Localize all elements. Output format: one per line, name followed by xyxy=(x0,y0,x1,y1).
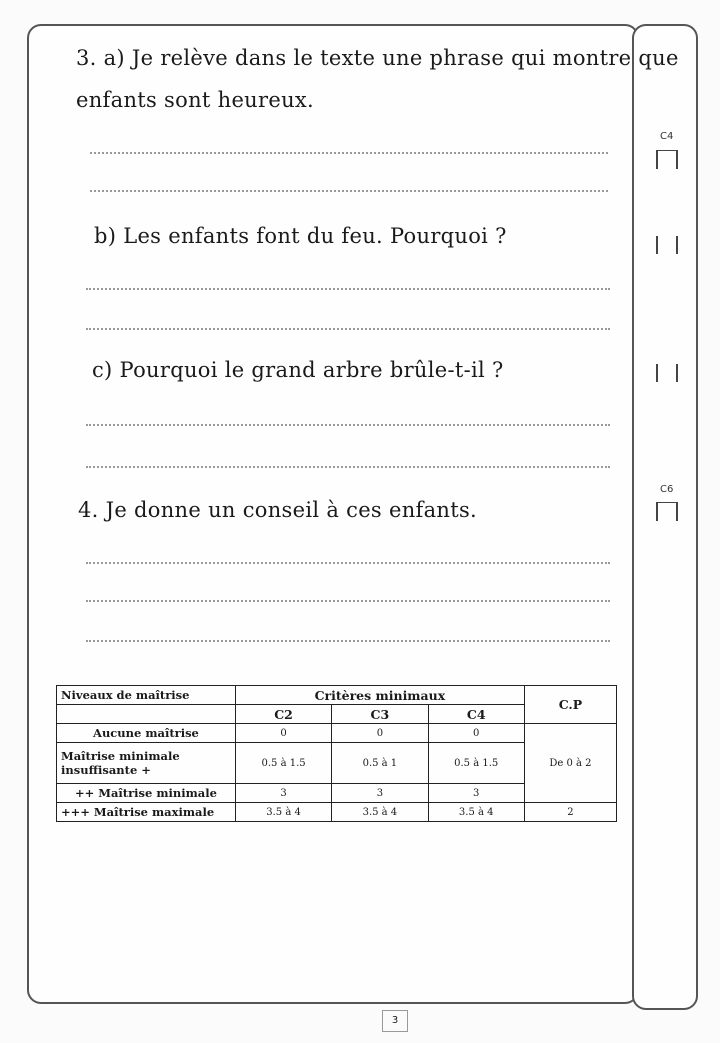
score-box[interactable] xyxy=(656,150,678,169)
header-cp: C.P xyxy=(524,686,616,724)
answer-line[interactable] xyxy=(90,152,608,154)
question-3a-line1: 3. a) Je relève dans le texte une phrase qui montre que xyxy=(76,46,679,70)
question-3a-line2: enfants sont heureux. xyxy=(76,88,315,112)
answer-line[interactable] xyxy=(86,600,610,602)
answer-line[interactable] xyxy=(86,424,610,426)
column-header: C3 xyxy=(332,705,428,724)
value-cell: 3 xyxy=(332,784,428,803)
question-3c: c) Pourquoi le grand arbre brûle-t-il ? xyxy=(92,358,504,382)
criterion-label-c4: C4 xyxy=(660,131,674,142)
question-3b: b) Les enfants font du feu. Pourquoi ? xyxy=(94,224,507,248)
answer-line[interactable] xyxy=(90,190,608,192)
score-box[interactable] xyxy=(656,502,678,521)
answer-line[interactable] xyxy=(86,466,610,468)
cp-range-cell: De 0 à 2 xyxy=(524,724,616,803)
value-cell: 0 xyxy=(332,724,428,743)
score-box[interactable] xyxy=(656,364,678,382)
answer-line[interactable] xyxy=(86,288,610,290)
blank-cell xyxy=(57,705,236,724)
level-cell: ++ Maîtrise minimale xyxy=(57,784,236,803)
header-criteria: Critères minimaux xyxy=(235,686,524,705)
answer-line[interactable] xyxy=(86,328,610,330)
value-cell: 3.5 à 4 xyxy=(332,803,428,822)
column-header: C2 xyxy=(235,705,331,724)
value-cell: 3 xyxy=(428,784,524,803)
score-box[interactable] xyxy=(656,236,678,254)
value-cell: 0 xyxy=(235,724,331,743)
column-header: C4 xyxy=(428,705,524,724)
value-cell: 0.5 à 1.5 xyxy=(428,743,524,784)
page-number: 3 xyxy=(382,1010,408,1032)
value-cell: 3 xyxy=(235,784,331,803)
value-cell: 0.5 à 1 xyxy=(332,743,428,784)
value-cell: 0 xyxy=(428,724,524,743)
question-4: 4. Je donne un conseil à ces enfants. xyxy=(78,498,478,522)
answer-line[interactable] xyxy=(86,562,610,564)
criterion-label-c6: C6 xyxy=(660,484,674,495)
header-levels: Niveaux de maîtrise xyxy=(57,686,236,705)
value-cell: 0.5 à 1.5 xyxy=(235,743,331,784)
cp-max-cell: 2 xyxy=(524,803,616,822)
mastery-levels-table xyxy=(56,685,617,822)
level-cell: Maîtrise minimale insuffisante + xyxy=(57,743,236,784)
answer-line[interactable] xyxy=(86,640,610,642)
value-cell: 3.5 à 4 xyxy=(428,803,524,822)
level-cell: +++ Maîtrise maximale xyxy=(57,803,236,822)
level-cell: Aucune maîtrise xyxy=(57,724,236,743)
value-cell: 3.5 à 4 xyxy=(235,803,331,822)
